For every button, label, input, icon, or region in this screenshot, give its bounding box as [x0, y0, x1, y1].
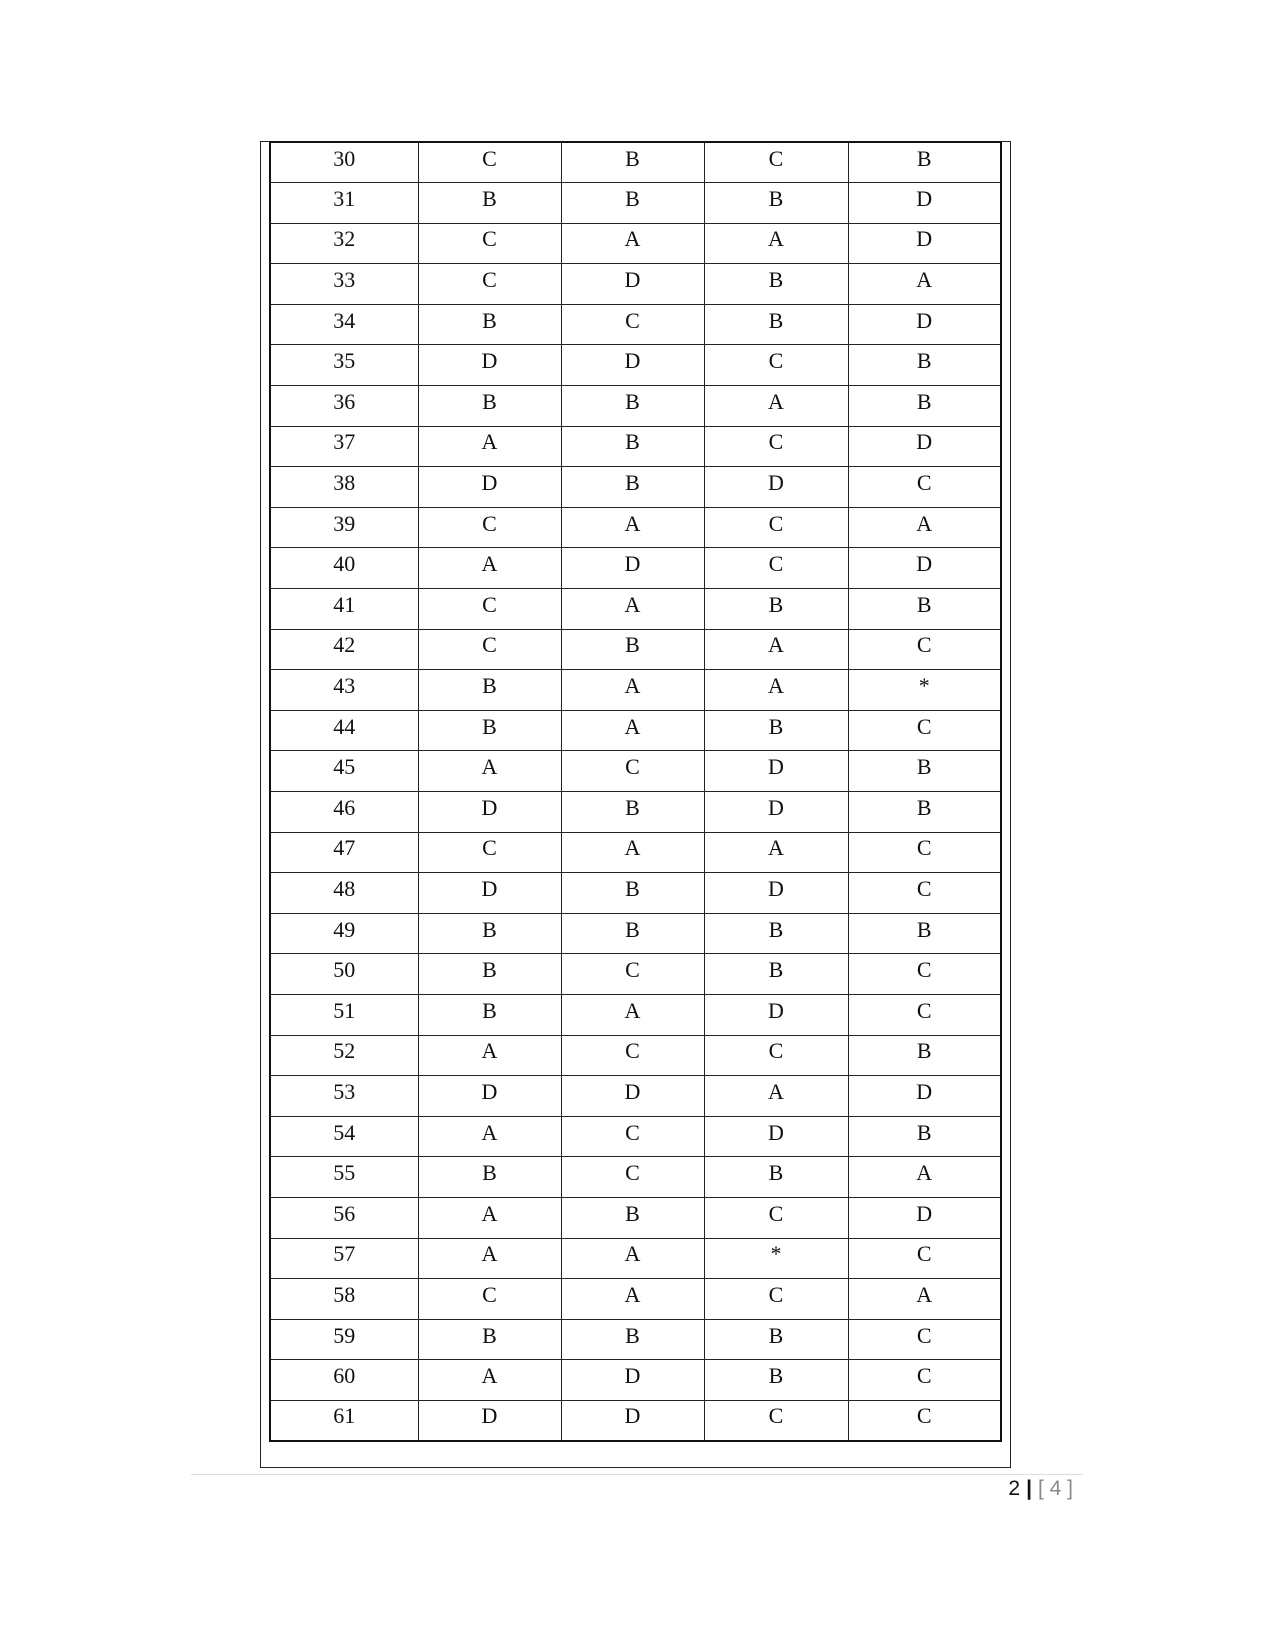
- answer-cell: D: [848, 1197, 1001, 1238]
- answer-cell: C: [561, 954, 704, 995]
- question-number-cell: 34: [270, 304, 418, 345]
- answer-cell: A: [418, 1197, 561, 1238]
- current-page-number: 2: [1008, 1477, 1021, 1500]
- footer-divider: [191, 1474, 1083, 1475]
- table-row: [270, 1076, 1001, 1117]
- answer-cell: B: [418, 670, 561, 711]
- answer-cell: C: [418, 507, 561, 548]
- answer-cell: A: [418, 1360, 561, 1401]
- answer-cell: D: [704, 792, 848, 833]
- table-row: [270, 670, 1001, 711]
- table-row: [270, 426, 1001, 467]
- page-number: [1008, 1477, 1073, 1501]
- answer-cell: C: [561, 1116, 704, 1157]
- answer-cell: B: [848, 142, 1001, 183]
- answer-cell: B: [418, 304, 561, 345]
- question-number-cell: 54: [270, 1116, 418, 1157]
- answer-cell: B: [704, 1360, 848, 1401]
- answer-cell: D: [561, 548, 704, 589]
- answer-cell: A: [561, 832, 704, 873]
- table-row: [270, 792, 1001, 833]
- table-row: [270, 954, 1001, 995]
- answer-cell: B: [561, 467, 704, 508]
- answer-cell: D: [848, 548, 1001, 589]
- table-row: [270, 386, 1001, 427]
- table-row: [270, 223, 1001, 264]
- table-row: [270, 710, 1001, 751]
- answer-cell: B: [561, 1197, 704, 1238]
- answer-cell: D: [561, 264, 704, 305]
- question-number-cell: 46: [270, 792, 418, 833]
- question-number-cell: 36: [270, 386, 418, 427]
- table-row: [270, 507, 1001, 548]
- table-row: [270, 304, 1001, 345]
- question-number-cell: 59: [270, 1319, 418, 1360]
- answer-cell: B: [561, 792, 704, 833]
- answer-cell: B: [561, 629, 704, 670]
- answer-cell: A: [704, 670, 848, 711]
- answer-cell: D: [418, 1400, 561, 1441]
- table-row: [270, 548, 1001, 589]
- answer-cell: C: [848, 954, 1001, 995]
- answer-cell: C: [561, 1035, 704, 1076]
- answer-cell: B: [418, 994, 561, 1035]
- answer-cell: A: [848, 507, 1001, 548]
- answer-cell: B: [418, 913, 561, 954]
- table-row: [270, 1279, 1001, 1320]
- answer-cell: D: [848, 223, 1001, 264]
- answer-cell: B: [561, 426, 704, 467]
- question-number-cell: 40: [270, 548, 418, 589]
- table-row: [270, 1238, 1001, 1279]
- answer-cell: B: [704, 264, 848, 305]
- table-row: [270, 467, 1001, 508]
- answer-cell: B: [418, 954, 561, 995]
- answer-cell: C: [418, 589, 561, 630]
- answer-cell: A: [418, 1238, 561, 1279]
- answer-cell: B: [704, 304, 848, 345]
- answer-cell: A: [561, 507, 704, 548]
- question-number-cell: 41: [270, 589, 418, 630]
- table-row: [270, 913, 1001, 954]
- answer-cell: D: [561, 1400, 704, 1441]
- answer-cell: C: [848, 710, 1001, 751]
- question-number-cell: 55: [270, 1157, 418, 1198]
- answer-cell: B: [848, 913, 1001, 954]
- answer-cell: D: [704, 873, 848, 914]
- answer-cell: B: [704, 710, 848, 751]
- table-row: [270, 1035, 1001, 1076]
- answer-key-table: [269, 141, 1002, 1442]
- answer-cell: C: [848, 994, 1001, 1035]
- answer-cell: A: [561, 994, 704, 1035]
- answer-cell: C: [561, 304, 704, 345]
- table-row: [270, 1197, 1001, 1238]
- answer-cell: *: [848, 670, 1001, 711]
- answer-cell: B: [704, 954, 848, 995]
- answer-cell: C: [704, 1400, 848, 1441]
- table-row: [270, 832, 1001, 873]
- answer-cell: C: [704, 426, 848, 467]
- answer-key-table-body: [270, 142, 1001, 1441]
- answer-cell: B: [418, 386, 561, 427]
- answer-cell: A: [418, 1035, 561, 1076]
- answer-cell: C: [418, 223, 561, 264]
- answer-cell: D: [418, 345, 561, 386]
- answer-cell: D: [704, 994, 848, 1035]
- answer-cell: B: [561, 873, 704, 914]
- answer-cell: D: [418, 1076, 561, 1117]
- answer-cell: A: [704, 832, 848, 873]
- answer-cell: B: [704, 1319, 848, 1360]
- question-number-cell: 32: [270, 223, 418, 264]
- answer-cell: B: [418, 1319, 561, 1360]
- answer-cell: A: [561, 710, 704, 751]
- answer-cell: A: [848, 1157, 1001, 1198]
- question-number-cell: 61: [270, 1400, 418, 1441]
- table-row: [270, 1400, 1001, 1441]
- answer-cell: A: [704, 1076, 848, 1117]
- question-number-cell: 52: [270, 1035, 418, 1076]
- answer-cell: C: [704, 345, 848, 386]
- answer-cell: C: [704, 142, 848, 183]
- answer-cell: A: [561, 1238, 704, 1279]
- answer-cell: B: [848, 1116, 1001, 1157]
- question-number-cell: 44: [270, 710, 418, 751]
- answer-cell: A: [418, 426, 561, 467]
- table-row: [270, 1116, 1001, 1157]
- table-row: [270, 264, 1001, 305]
- answer-cell: B: [561, 183, 704, 224]
- answer-cell: C: [561, 1157, 704, 1198]
- answer-cell: B: [848, 1035, 1001, 1076]
- answer-cell: D: [848, 304, 1001, 345]
- answer-cell: B: [418, 1157, 561, 1198]
- table-row: [270, 183, 1001, 224]
- answer-cell: C: [418, 1279, 561, 1320]
- page-number-separator: |: [1026, 1477, 1032, 1500]
- answer-cell: B: [561, 1319, 704, 1360]
- answer-cell: *: [704, 1238, 848, 1279]
- answer-cell: C: [848, 832, 1001, 873]
- answer-cell: C: [848, 467, 1001, 508]
- answer-cell: D: [418, 792, 561, 833]
- table-row: [270, 751, 1001, 792]
- answer-cell: C: [848, 1360, 1001, 1401]
- question-number-cell: 39: [270, 507, 418, 548]
- answer-cell: D: [561, 345, 704, 386]
- answer-cell: A: [418, 548, 561, 589]
- question-number-cell: 35: [270, 345, 418, 386]
- answer-cell: C: [704, 1197, 848, 1238]
- answer-cell: B: [704, 589, 848, 630]
- answer-cell: B: [561, 913, 704, 954]
- answer-cell: C: [848, 1400, 1001, 1441]
- answer-cell: D: [848, 1076, 1001, 1117]
- answer-cell: A: [704, 629, 848, 670]
- answer-cell: A: [848, 1279, 1001, 1320]
- question-number-cell: 48: [270, 873, 418, 914]
- question-number-cell: 45: [270, 751, 418, 792]
- answer-cell: A: [561, 670, 704, 711]
- answer-cell: B: [704, 183, 848, 224]
- table-row: [270, 589, 1001, 630]
- question-number-cell: 57: [270, 1238, 418, 1279]
- table-row: [270, 1360, 1001, 1401]
- answer-cell: B: [848, 386, 1001, 427]
- question-number-cell: 49: [270, 913, 418, 954]
- answer-cell: D: [704, 1116, 848, 1157]
- answer-cell: A: [418, 751, 561, 792]
- table-row: [270, 345, 1001, 386]
- answer-cell: C: [418, 264, 561, 305]
- answer-cell: B: [561, 142, 704, 183]
- answer-cell: D: [848, 426, 1001, 467]
- answer-cell: D: [561, 1076, 704, 1117]
- question-number-cell: 38: [270, 467, 418, 508]
- answer-cell: A: [848, 264, 1001, 305]
- answer-cell: D: [418, 873, 561, 914]
- answer-cell: C: [848, 629, 1001, 670]
- answer-cell: A: [561, 223, 704, 264]
- answer-cell: C: [848, 1319, 1001, 1360]
- question-number-cell: 30: [270, 142, 418, 183]
- question-number-cell: 60: [270, 1360, 418, 1401]
- answer-cell: B: [848, 751, 1001, 792]
- table-row: [270, 994, 1001, 1035]
- answer-cell: B: [848, 792, 1001, 833]
- answer-cell: A: [418, 1116, 561, 1157]
- total-pages: [ 4 ]: [1037, 1477, 1073, 1500]
- question-number-cell: 43: [270, 670, 418, 711]
- answer-cell: C: [418, 629, 561, 670]
- question-number-cell: 53: [270, 1076, 418, 1117]
- answer-cell: A: [704, 223, 848, 264]
- answer-cell: C: [848, 873, 1001, 914]
- answer-cell: B: [848, 345, 1001, 386]
- answer-cell: C: [561, 751, 704, 792]
- table-row: [270, 629, 1001, 670]
- answer-cell: D: [848, 183, 1001, 224]
- question-number-cell: 31: [270, 183, 418, 224]
- table-row: [270, 1157, 1001, 1198]
- answer-cell: D: [704, 751, 848, 792]
- question-number-cell: 42: [270, 629, 418, 670]
- answer-cell: C: [704, 1279, 848, 1320]
- answer-cell: D: [704, 467, 848, 508]
- answer-cell: B: [418, 710, 561, 751]
- answer-cell: B: [704, 1157, 848, 1198]
- answer-cell: B: [561, 386, 704, 427]
- answer-cell: C: [704, 1035, 848, 1076]
- answer-cell: C: [418, 142, 561, 183]
- table-row: [270, 142, 1001, 183]
- question-number-cell: 58: [270, 1279, 418, 1320]
- answer-cell: A: [704, 386, 848, 427]
- answer-cell: C: [704, 548, 848, 589]
- question-number-cell: 47: [270, 832, 418, 873]
- answer-cell: A: [561, 1279, 704, 1320]
- question-number-cell: 56: [270, 1197, 418, 1238]
- answer-cell: C: [418, 832, 561, 873]
- answer-cell: B: [704, 913, 848, 954]
- answer-cell: D: [561, 1360, 704, 1401]
- question-number-cell: 37: [270, 426, 418, 467]
- answer-cell: B: [418, 183, 561, 224]
- table-row: [270, 873, 1001, 914]
- answer-cell: D: [418, 467, 561, 508]
- answer-cell: C: [848, 1238, 1001, 1279]
- answer-cell: C: [704, 507, 848, 548]
- table-row: [270, 1319, 1001, 1360]
- answer-cell: B: [848, 589, 1001, 630]
- question-number-cell: 51: [270, 994, 418, 1035]
- answer-cell: A: [561, 589, 704, 630]
- question-number-cell: 33: [270, 264, 418, 305]
- question-number-cell: 50: [270, 954, 418, 995]
